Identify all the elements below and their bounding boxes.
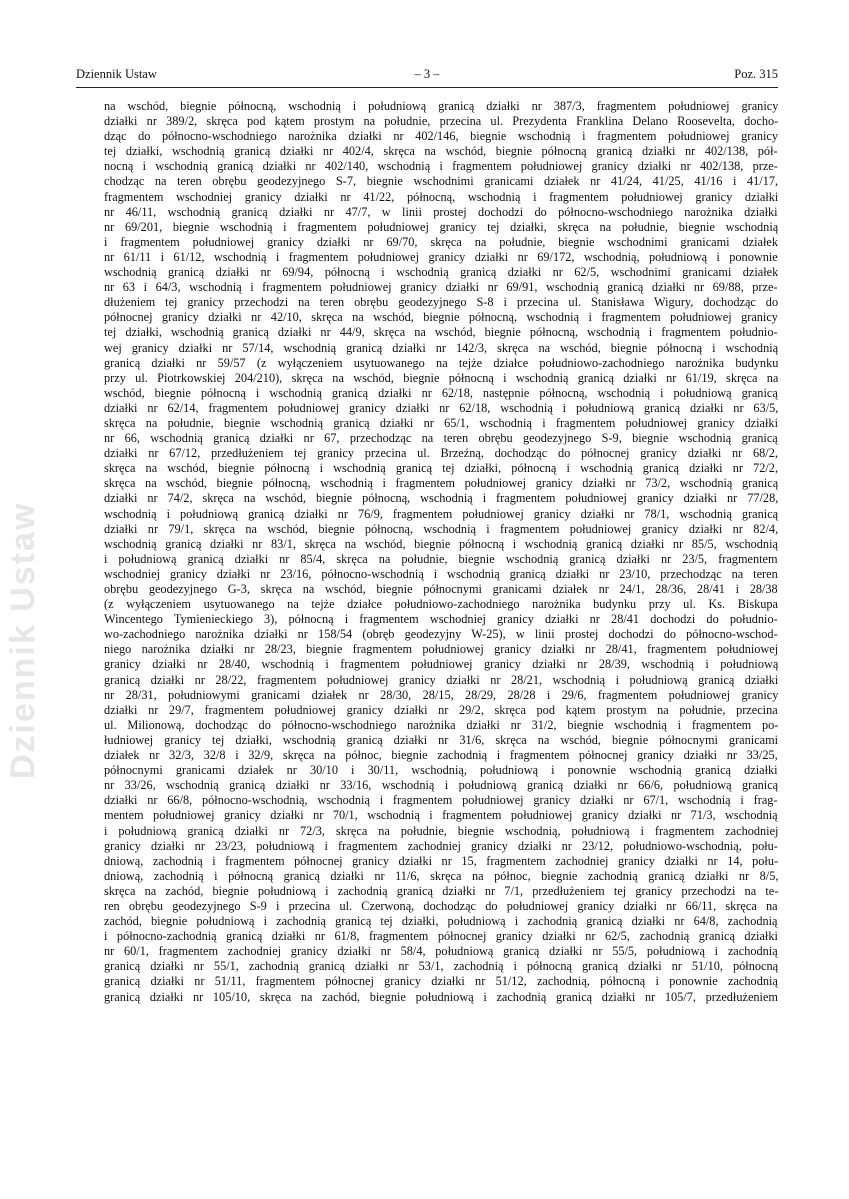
- body-line: skręca na wschód, biegnie północną i wschodnią granicą tej działki, północną i wschodnią granicą działki nr 72/2,: [104, 461, 778, 476]
- body-line: granicą działki nr 28/22, fragmentem południowej granicy działki nr 28/21, wschodnią i południową granicą działki: [104, 672, 778, 687]
- body-line: mentem południowej granicy działki nr 70/1, wschodnią i fragmentem południowej granicy działki nr 71/3, wschodnią: [104, 808, 778, 823]
- body-line: i fragmentem południowej granicy działki nr 69/70, skręca na południe, biegnie wschodnimi granicami działek: [104, 234, 778, 249]
- body-line: nr 60/1, fragmentem zachodniej granicy działki nr 58/4, południową granicą działki nr 55/5, południową i zachodnią: [104, 944, 778, 959]
- body-line: wschodnią i południową granicą działki nr 76/9, fragmentem południowej granicy działki nr 78/1, wschodnią granicą: [104, 506, 778, 521]
- body-line: wschód, biegnie północną i wschodnią granicą działki nr 62/18, następnie północną, wschodnią i południową granicą: [104, 385, 778, 400]
- body-line: działki nr 29/7, fragmentem południowej granicy działki nr 29/2, skręca pod kątem prostym na południe, przecina: [104, 702, 778, 717]
- body-line: dłużeniem tej granicy przechodzi na teren obrębu geodezyjnego S-8 i przecina ul. Stanisława Wigury, dochodząc do: [104, 295, 778, 310]
- body-line: skręca na zachód, biegnie południową i zachodnią granicą działki nr 7/1, przedłużeniem tej granicy przechodzi na te-: [104, 883, 778, 898]
- body-line: wschodnią granicą działki nr 83/1, skręca na wschód, biegnie północną i wschodnią granicą działki nr 85/5, wschodnią: [104, 536, 778, 551]
- body-line: wo-zachodniego narożnika działki nr 158/54 (obręb geodezyjny W-25), w linii prostej dochodzi do północno-wschod-: [104, 627, 778, 642]
- body-line: obrębu geodezyjnego G-3, skręca na wschód, biegnie północnymi granicami działek nr 24/1, 28/36, 28/41 i 28/38: [104, 582, 778, 596]
- body-line: granicą działki nr 59/57 (z wyłączeniem usytuowanego na tejże działce południowo-zachodniego narożnika budynku: [104, 355, 778, 370]
- body-line: wschodniej granicy działki nr 23/16, północno-wschodnią i wschodnią granicą działki nr 23/10, przechodząc na teren: [104, 566, 778, 581]
- journal-title: Dziennik Ustaw: [76, 67, 157, 81]
- body-line: dząc do północno-wschodniego narożnika działki nr 402/146, biegnie wschodnią i fragmentem południowej granicy: [104, 129, 778, 144]
- body-line: zachód, biegnie południową i zachodnią granicą tej działki, południową i zachodnią granicą działki nr 64/8, zachodnią: [104, 914, 778, 929]
- page-header: [76, 66, 778, 82]
- body-line: granicy działki nr 23/23, południową i fragmentem zachodniej granicy działki nr 23/12, południowo-wschodnią, połu-: [104, 838, 778, 853]
- body-line: nr 63 i 64/3, wschodnią i fragmentem południowej granicy działki nr 69/91, wschodnią granicą działki nr 69/88, prze-: [104, 280, 778, 295]
- body-line: nr 69/201, biegnie wschodnią i fragmentem południowej granicy tej działki, skręca na południe, biegnie wschodnią: [104, 219, 778, 234]
- body-line: nr 28/31, południowymi granicami działek nr 28/30, 28/15, 28/29, 28/28 i 29/6, fragmentem południowej granicy: [104, 687, 778, 702]
- page-number: – 3 –: [414, 67, 440, 81]
- body-line: przy ul. Piotrkowskiej 204/210), skręca na wschód, biegnie północną i wschodnią granicą działki nr 61/19, skręca na: [104, 370, 778, 385]
- body-line: ren obrębu geodezyjnego S-9 i przecina ul. Czerwoną, dochodząc do południowej granicy działki nr 66/11, skręca na: [104, 898, 778, 913]
- body-line: działki nr 389/2, skręca pod kątem prostym na południe, przecina ul. Prezydenta Franklina Delano Roosevelta, docho-: [104, 114, 778, 129]
- body-line: działki nr 79/1, skręca na wschód, biegnie północną, wschodnią i fragmentem południowej granicy działki nr 82/4,: [104, 521, 778, 536]
- body-line: i południową granicą działki nr 85/4, skręca na południe, biegnie wschodnią granicą działki nr 23/5, fragmentem: [104, 551, 778, 566]
- body-line: skręca na południe, biegnie wschodnią granicą działki nr 65/1, wschodnią i fragmentem południowej granicy działki: [104, 415, 778, 430]
- body-line: nr 61/11 i 61/12, wschodnią i fragmentem południowej granicy działki nr 69/172, wschodnią, południową i ponownie: [104, 249, 778, 264]
- body-line: granicą działki nr 55/1, zachodnią granicą działki nr 53/1, zachodnią i północną granicą działki nr 51/10, północną: [104, 959, 778, 974]
- body-text: [104, 99, 778, 1005]
- body-line: granicą działki nr 51/11, fragmentem północnej granicy działki nr 51/12, zachodnią, północną i ponownie zachodnią: [104, 974, 778, 989]
- body-line: niego narożnika działki nr 28/23, biegnie fragmentem południowej granicy działki nr 28/41, fragmentem południowej: [104, 642, 778, 657]
- body-line: działki nr 74/2, skręca na wschód, biegnie północną, wschodnią i fragmentem południowej granicy działki nr 77/28,: [104, 491, 778, 506]
- body-line: granicą działki nr 105/10, skręca na zachód, biegnie południową i zachodnią granicą działki nr 105/7, przedłużeniem: [104, 989, 778, 1004]
- body-line: skręca na wschód, biegnie północną, wschodnią i fragmentem południowej granicy działki nr 73/2, wschodnią granicą: [104, 476, 778, 491]
- body-line: (z wyłączeniem usytuowanego na tejże działce południowo-zachodniego narożnika budynku przy ul. Ks. Biskupa: [104, 597, 778, 612]
- body-line: nr 46/11, wschodnią granicą działki nr 47/7, w linii prostej dochodzi do północno-wschodniego narożnika działki: [104, 204, 778, 219]
- position-number: Poz. 315: [734, 67, 778, 81]
- body-line: granicy działki nr 28/40, wschodnią i fragmentem południowej granicy działki nr 28/39, wschodnią i południową: [104, 657, 778, 672]
- body-line: i południową granicą działki nr 72/3, skręca na południe, biegnie wschodnią, południową i fragmentem zachodniej: [104, 823, 778, 838]
- body-line: północnej granicy działki nr 42/10, skręca na wschód, biegnie północną, wschodnią i fragmentem południowej granicy: [104, 310, 778, 325]
- body-line: na wschód, biegnie północną, wschodnią i południową granicą działki nr 387/3, fragmentem południowej granicy: [104, 99, 778, 113]
- body-line: działki nr 67/12, przedłużeniem tej granicy przecina ul. Brzeźną, dochodząc do północnej granicy działki nr 68/2,: [104, 446, 778, 461]
- body-line: fragmentem wschodniej granicy działki nr 41/22, północną, wschodnią i fragmentem południowej granicy działki: [104, 189, 778, 204]
- body-line: tej działki, wschodnią granicą działki nr 402/4, skręca na wschód, biegnie północną granicą działki nr 402/138, pół-: [104, 144, 778, 159]
- body-line: nr 66, wschodnią granicą działki nr 67, przechodząc na teren obrębu geodezyjnego S-9, biegnie wschodnią granicą: [104, 431, 778, 446]
- body-line: łudniowej granicy tej działki, wschodnią granicą działki nr 31/6, skręca na wschód, biegnie północnymi granicami: [104, 732, 778, 747]
- body-line: ul. Milionową, dochodząc do północno-wschodniego narożnika działki nr 31/2, biegnie wschodnią i fragmentem po-: [104, 717, 778, 732]
- body-line: działki nr 66/8, północno-wschodnią, wschodnią i fragmentem południowej granicy działki nr 67/1, wschodnią i frag-: [104, 793, 778, 808]
- body-line: nocną i wschodnią granicą działki nr 402/140, wschodnią i fragmentem południowej granicy działki nr 402/138, prze-: [104, 159, 778, 174]
- header-rule: [76, 87, 778, 88]
- body-line: tej działki, wschodnią granicą działki nr 44/9, skręca na wschód, biegnie północną, wschodnią i fragmentem południo-: [104, 325, 778, 340]
- body-line: dniową, zachodnią i północną granicą działki nr 11/6, skręca na północ, biegnie zachodnią granicą działki nr 8/5,: [104, 868, 778, 883]
- watermark: Dziennik Ustaw: [4, 501, 42, 779]
- body-line: działki nr 62/14, fragmentem południowej granicy działki nr 62/18, wschodnią i południową granicą działki nr 63/5,: [104, 400, 778, 415]
- body-line: działek nr 32/3, 32/8 i 32/9, skręca na północ, biegnie zachodnią i fragmentem północnej granicy działki nr 33/25,: [104, 748, 778, 763]
- body-line: Wincentego Tymienieckiego 3), północną i fragmentem wschodniej granicy działki nr 28/41 dochodzi do południo-: [104, 612, 778, 627]
- body-line: wschodnią granicą działki nr 69/94, północną i wschodnią granicą działki nr 62/5, wschodnimi granicami działek: [104, 265, 778, 280]
- body-line: i północno-zachodnią granicą działki nr 61/8, fragmentem północnej granicy działki nr 62/5, zachodnią granicą działki: [104, 929, 778, 944]
- body-line: chodząc na teren obrębu geodezyjnego S-7, biegnie wschodnimi granicami działek nr 41/24, 41/25, 41/16 i 41/17,: [104, 174, 778, 189]
- body-line: dniową, zachodnią i fragmentem północnej granicy działki nr 15, fragmentem zachodniej granicy działki nr 14, połu-: [104, 853, 778, 868]
- body-line: wej granicy działki nr 57/14, wschodnią granicą działki nr 142/3, skręca na wschód, biegnie północną i wschodnią: [104, 340, 778, 355]
- body-line: północnymi granicami działek nr 30/10 i 30/11, wschodnią, południową i ponownie wschodnią granicą działki: [104, 763, 778, 778]
- body-line: nr 33/26, wschodnią granicą działki nr 33/16, wschodnią i południową granicą działki nr 66/6, południową granicą: [104, 778, 778, 793]
